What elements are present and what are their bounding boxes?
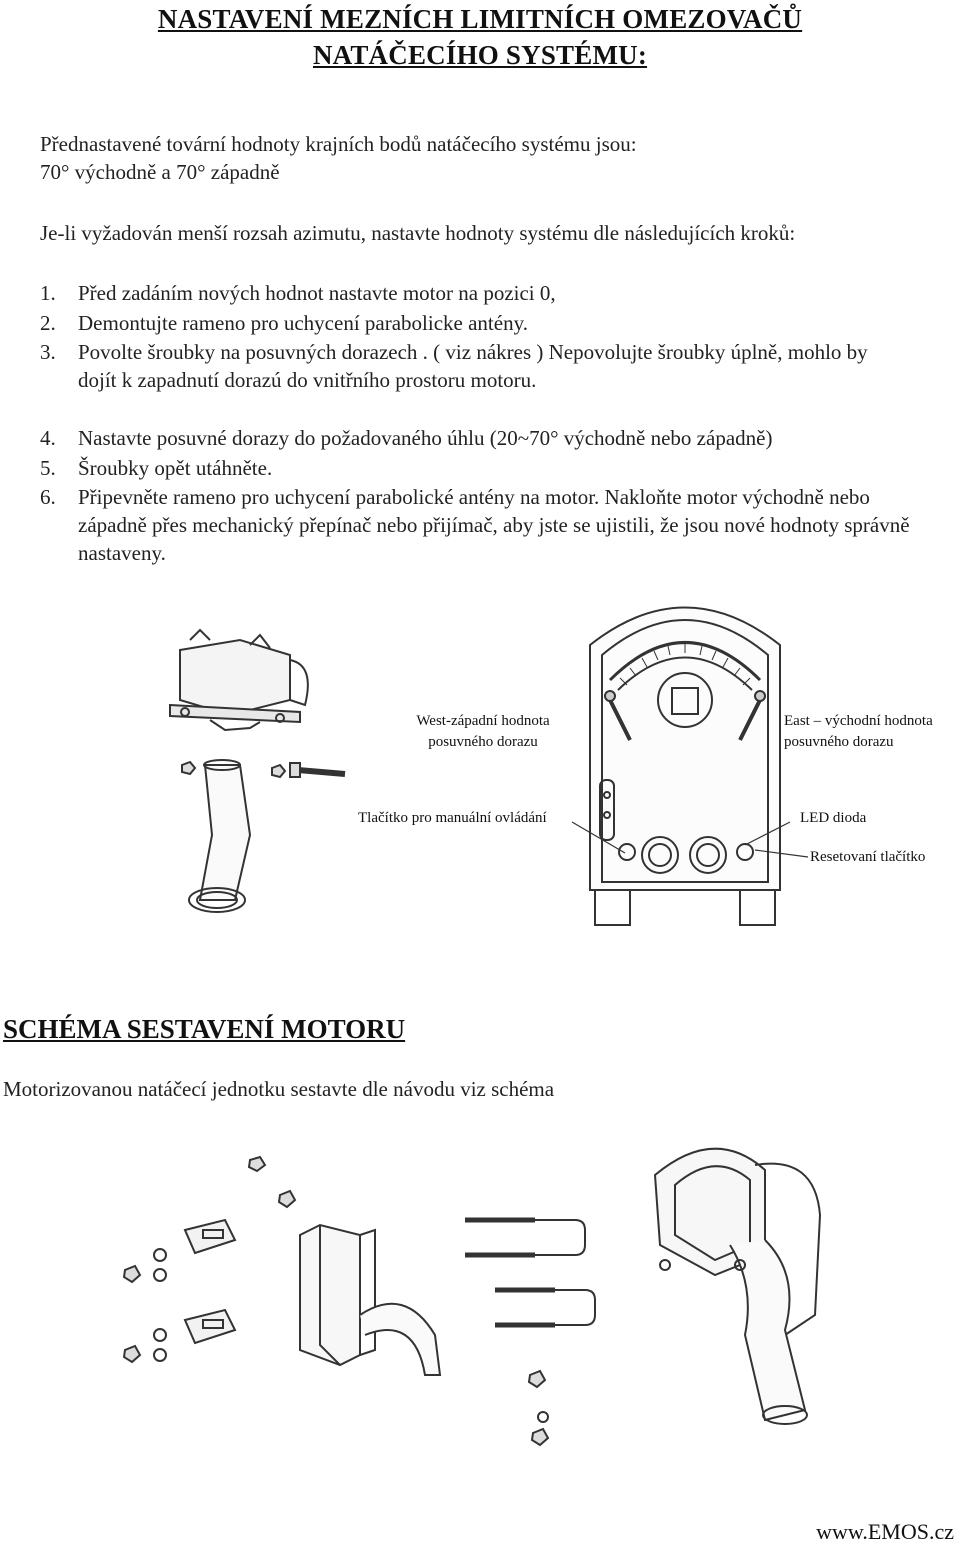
u-bolt-drawing <box>465 1220 595 1445</box>
motor-arm-drawing <box>655 1149 820 1424</box>
step-text: Šroubky opět utáhněte. <box>78 456 273 480</box>
intro-line2: 70° východně a 70° západně <box>40 160 280 184</box>
callout-west <box>400 711 566 753</box>
section-intro: Motorizovanou natáčecí jednotku sestavte dle návodu viz schéma <box>3 1077 555 1101</box>
callout-east <box>784 711 956 753</box>
intro-line1: Přednastavené tovární hodnoty krajních bodů natáčecího systému jsou: <box>40 132 637 156</box>
footer-url[interactable]: www.EMOS.cz <box>816 1519 954 1544</box>
motor-diagram <box>140 600 820 950</box>
callout-led: LED dioda <box>800 810 867 826</box>
page-title-line1: NASTAVENÍ MEZNÍCH LIMITNÍCH OMEZOVAČŮ <box>157 4 803 34</box>
page-title-line2: NATÁČECÍHO SYSTÉMU: <box>312 40 648 70</box>
intro-line3: Je-li vyžadován menší rozsah azimutu, nastavte hodnoty systému dle následujících kroků: <box>40 221 796 245</box>
step-number: 1. <box>40 281 56 305</box>
step-number: 6. <box>40 485 56 509</box>
motor-face-drawing <box>590 608 780 926</box>
motor-housing-drawing <box>170 630 308 730</box>
callout-reset: Resetovaní tlačítko <box>810 849 926 865</box>
step-text: Nastavte posuvné dorazy do požadovaného úhlu (20~70° východně nebo západně) <box>78 426 773 450</box>
callout-east-line2: posuvného dorazu <box>784 734 894 750</box>
step-text: Povolte šroubky na posuvných dorazech . ( viz nákres ) Nepovolujte šroubky úplně, mohlo by dojít k zapadnutí dorazú do vnitřního prostoru motoru. <box>78 340 868 392</box>
callout-manual-button: Tlačítko pro manuální ovládání <box>358 810 547 826</box>
callout-west-line1: West-západní hodnota <box>416 713 550 729</box>
mounting-arm-drawing <box>189 760 250 912</box>
bracket-drawing <box>300 1225 440 1375</box>
step-number: 4. <box>40 426 56 450</box>
step-number: 3. <box>40 340 56 364</box>
clamp-drawing <box>185 1220 235 1343</box>
section-title: SCHÉMA SESTAVENÍ MOTORU <box>3 1014 406 1044</box>
step-text: Připevněte rameno pro uchycení parabolické antény na motor. Nakloňte motor východně nebo západně přes mechanický přepínač nebo přijímač, aby jste se ujistili, že jsou nové hodnoty správně nastaveny. <box>78 485 910 565</box>
callout-west-line2: posuvného dorazu <box>428 734 538 750</box>
step-number: 5. <box>40 456 56 480</box>
callout-east-line1: East – východní hodnota <box>784 713 933 729</box>
step-text: Demontujte rameno pro uchycení parabolicke antény. <box>78 311 528 335</box>
step-text: Před zadáním nových hodnot nastavte motor na pozici 0, <box>78 281 556 305</box>
assembly-diagram <box>115 1135 955 1485</box>
step-number: 2. <box>40 311 56 335</box>
